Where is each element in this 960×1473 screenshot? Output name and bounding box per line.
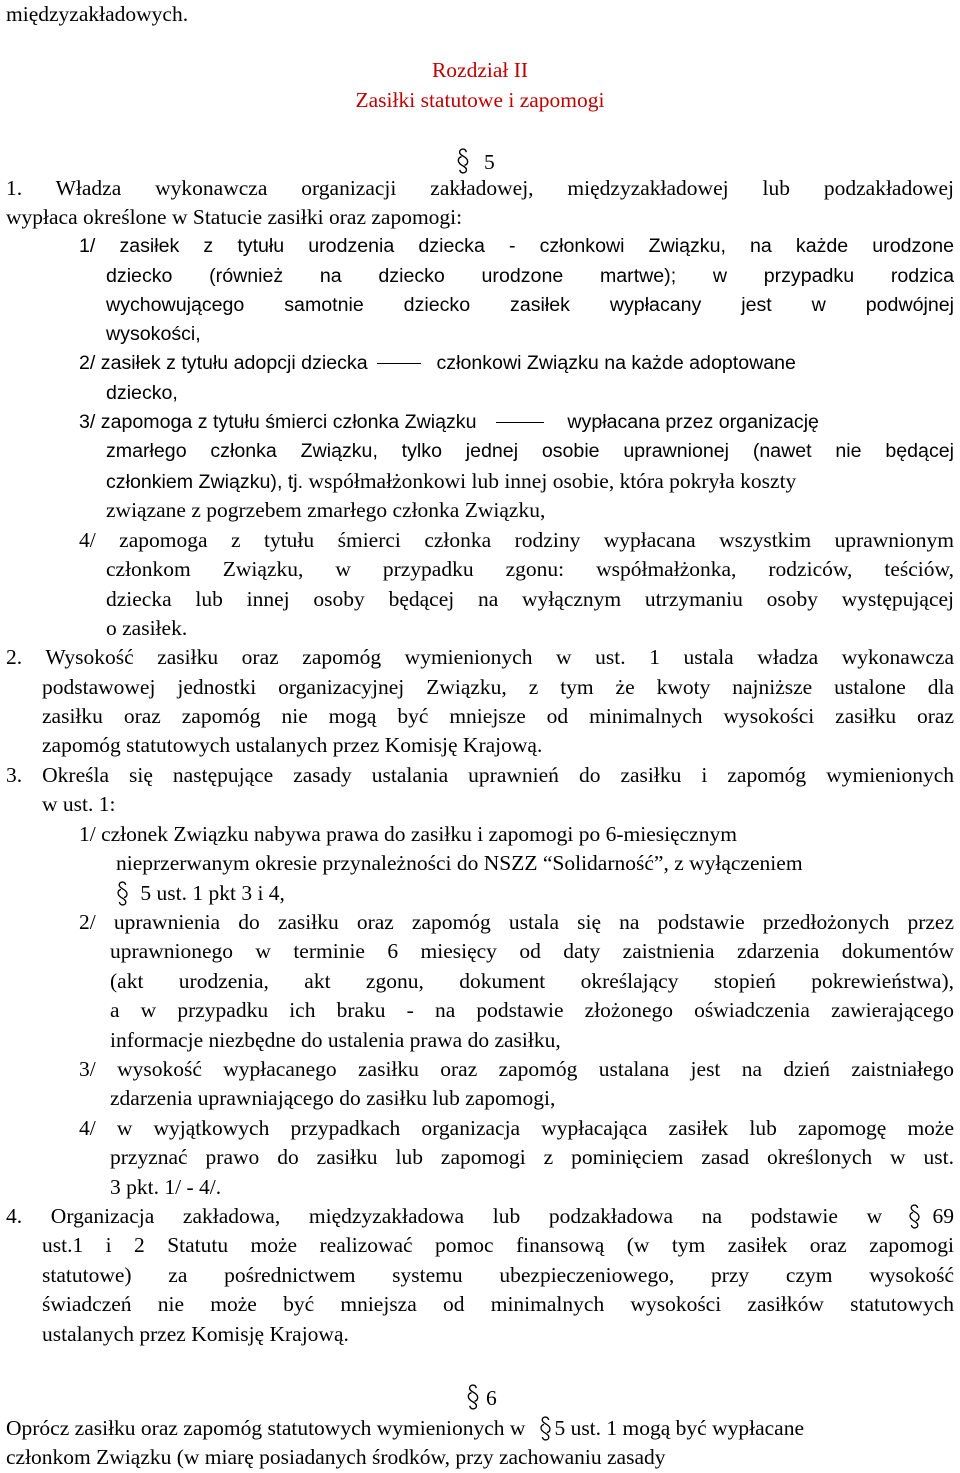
s5-item4-line-2: członkom Związku, w przypadku zgonu: współmałżonka, rodziców, teściów, [106,557,954,581]
section-5-heading: 5 [456,148,470,182]
s5-p3-item3-line-1: 3/ wysokość wypłacanego zasiłku oraz zapomóg ustalana jest na dzień zaistniałego [79,1057,954,1081]
section-sign-icon [456,148,470,174]
s5-p4-line-2: ust.1 i 2 Statutu może realizować pomoc finansową (w tym zasiłek oraz zapomogi [42,1233,954,1257]
s5-item2-line-1: 2/ zasiłek z tytułu adopcji dziecka członkowi Związku na każde adoptowane [79,352,796,374]
s5-item1-line-2: dziecko (również na dziecko urodzone martwe); w przypadku rodzica [106,265,954,287]
s5-p4-line-4: świadczeń nie może być mniejsza od minimalnych wysokości zasiłków statutowych [42,1292,954,1316]
s5-p3-item2-line-1: 2/ uprawnienia do zasiłku oraz zapomóg ustala się na podstawie przedłożonych przez [79,910,954,934]
s5-p3-item4-line-3: 3 pkt. 1/ - 4/. [110,1175,222,1199]
s5-p3-item3-line-2: zdarzenia uprawniającego do zasiłku lub zapomogi, [110,1086,556,1110]
s5-item3-line-1: 3/ zapomoga z tytułu śmierci członka Związku wypłacana przez organizację [79,411,819,433]
s5-p1-line-2: wypłaca określone w Statucie zasiłki oraz zapomogi: [6,205,463,229]
s5-p3-item2-line-5: informacje niezbędne do ustalenia prawa do zasiłku, [110,1028,561,1052]
s5-p2-line-4: zapomóg statutowych ustalanych przez Komisję Krajową. [42,733,543,757]
section-sign-icon [466,1384,480,1410]
s5-item3-line-3: członkiem Związku), tj. współmałżonkowi lub innej osobie, która pokryła koszty [106,469,797,493]
s5-item1-line-4: wysokości, [106,323,201,345]
s5-p3-line-1: 3. Określa się następujące zasady ustalania uprawnień do zasiłku i zapomóg wymienionych [6,763,954,787]
s6-line-1: Oprócz zasiłku oraz zapomóg statutowych wymienionych w 5 ust. 1 mogą być wypłacane [6,1414,948,1443]
s5-p3-item1-line-2: nieprzerwanym okresie przynależności do NSZZ “Solidarność”, z wyłączeniem [116,851,803,875]
s6-line-2: członkom Związku (w miarę posiadanych środków, przy zachowaniu zasady [6,1445,666,1469]
s5-item2-line-2: dziecko, [106,382,178,404]
s5-p2-line-3: zasiłku oraz zapomóg nie mogą być mniejsze od minimalnych wysokości zasiłku oraz [42,704,954,728]
s5-item3-line-4: związane z pogrzebem zmarłego członka Związku, [106,498,546,522]
s5-p4-line-5: ustalanych przez Komisję Krajową. [42,1322,349,1346]
s5-item4-line-1: 4/ zapomoga z tytułu śmierci członka rodziny wypłacana wszystkim uprawnionym [79,528,954,552]
s5-p3-item2-line-2: uprawnionego w terminie 6 miesięcy od daty zaistnienia zdarzenia dokumentów [110,939,954,963]
s5-p4-line-3: statutowe) za pośrednictwem systemu ubezpieczeniowego, przy czym wysokość [42,1263,954,1287]
s5-p3-item1-line-3: 5 ust. 1 pkt 3 i 4, [116,879,285,908]
s5-p3-item4-line-1: 4/ w wyjątkowych przypadkach organizacja wypłacająca zasiłek lub zapomogę może [79,1116,954,1140]
s5-item3-line-2: zmarłego członka Związku, tylko jednej osobie uprawnionej (nawet nie będącej [106,440,954,462]
section-sign-icon [908,1204,921,1229]
s5-p4-line-1: 4. Organizacja zakładowa, międzyzakładowa lub podzakładowa na podstawie w 69 [6,1204,954,1228]
s5-p3-item2-line-4: a w przypadku ich braku - na podstawie złożonego oświadczenia zawierającego [110,998,954,1022]
s5-p2-line-2: podstawowej jednostki organizacyjnej Związku, z tym że kwoty najniższe ustalone dla [42,675,954,699]
s5-p3-item4-line-2: przyznać prawo do zasiłku lub zapomogi z pominięciem zasad określonych w ust. [110,1145,954,1169]
s5-p3-item1-line-1: 1/ członek Związku nabywa prawa do zasiłku i zapomogi po 6-miesięcznym [79,822,737,846]
s5-item1-line-1: 1/ zasiłek z tytułu urodzenia dziecka - członkowi Związku, na każde urodzone [79,235,954,257]
s5-p3-line-2: w ust. 1: [42,792,116,816]
s5-p1-line-1: 1. Władza wykonawcza organizacji zakładowej, międzyzakładowej lub podzakładowej [6,176,954,200]
s5-item1-line-3: wychowującego samotnie dziecko zasiłek wypłacany jest w podwójnej [106,294,954,316]
chapter-title: Zasiłki statutowe i zapomogi [355,88,605,112]
section-sign-icon [539,1416,552,1443]
section-sign-icon [116,881,129,906]
intro-line: międzyzakładowych. [6,2,189,26]
chapter-number: Rozdział II [431,58,529,82]
s5-p3-item2-line-3: (akt urodzenia, akt zgonu, dokument określający stopień pokrewieństwa), [110,969,954,993]
s5-p2-line-1: 2. Wysokość zasiłku oraz zapomóg wymienionych w ust. 1 ustala władza wykonawcza [6,645,954,669]
s5-item4-line-4: o zasiłek. [106,616,188,640]
section-6-heading: 6 [466,1384,480,1418]
s5-item4-line-3: dziecka lub innej osoby będącej na wyłącznym utrzymaniu osoby występującej [106,587,954,611]
